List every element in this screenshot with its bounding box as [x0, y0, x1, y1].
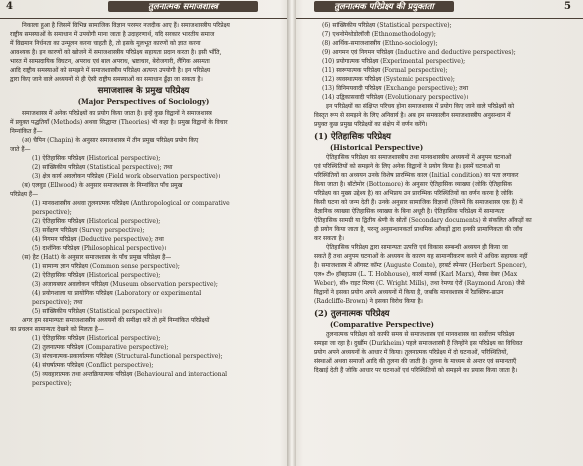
right-list-item: (13) विनिमयवादी परिप्रेक्ष्य (Exchange perspective); तथा: [322, 85, 468, 92]
comparative-section-subtitle: (Comparative Perspective): [330, 320, 434, 329]
historical-line: ही प्रयोग किया जाता है, परन्तु अनुसन्धानकर्ता प्राथमिक आँकड़ों द्वारा इनकी प्रामाणिकता की जाँच: [314, 226, 523, 233]
comparative-line: तुलनात्मक परिप्रेक्ष्य को काफी समय से समाजशास्त्र एवं मानवशास्त्र का सर्वोत्तम परिप्रेक्ष्य: [326, 331, 515, 338]
left-section-intro: [10, 109, 277, 154]
comparative-section-title: (2) तुलनात्मक परिप्रेक्ष्य: [314, 309, 390, 319]
left-list-item: (4) प्रयोगशाला या प्रायोगिक परिप्रेक्ष्य (Laboratory or experimental: [32, 290, 202, 297]
historical-section-body: [314, 153, 573, 306]
historical-line: परिस्थितियों का अध्ययन उनके विशेष प्रारम्भिक काल (Initial condition) का पता लगाकर: [314, 172, 519, 179]
right-list-item: (8) आर्थिक-समाजशास्त्रीय (Ethno-sociology);: [322, 40, 438, 47]
left-section-line: (अ) चैपिन (Chapin) के अनुसार समाजशास्त्र में तीन प्रमुख परिप्रेक्ष्य प्रयोग किए: [22, 137, 199, 144]
left-list-a: [10, 154, 277, 181]
right-intro-block: [314, 102, 573, 129]
left-final-item: (4) संघर्षात्मक परिप्रेक्ष्य (Conflict perspective);: [32, 362, 154, 369]
historical-section-subtitle: (Historical Perspective): [330, 143, 424, 152]
left-intro-line: आदि राष्ट्रीय समस्याओं को समझने में समाजशास्त्रीय परिप्रेक्ष्य अत्यन्त उपयोगी है। इन परिप्रेक्ष्य: [10, 67, 211, 74]
left-list-item: (3) सर्वेक्षण परिप्रेक्ष्य (Survey perspective);: [32, 227, 145, 234]
left-section-subheading: (Major Perspectives of Sociology): [77, 97, 210, 106]
book-gutter: [287, 0, 296, 466]
historical-line: कर सकता है।: [314, 235, 344, 242]
left-final-item: (2) तुलनात्मक परिप्रेक्ष्य (Comparative perspective);: [32, 344, 169, 351]
left-page-content: [10, 21, 277, 466]
right-page: [296, 0, 583, 466]
right-list-item: (7) एथनोमेथोडोलॉजी (Ethnomethodology);: [322, 31, 436, 38]
left-final-item: perspective);: [32, 380, 72, 387]
left-list-item: perspective); तथा: [32, 299, 83, 306]
right-list-item: (6) सांख्यिकीय परिप्रेक्ष्य (Statistical perspective);: [322, 22, 452, 29]
left-list-c-intro-line: (स) हैट (Hatt) के अनुसार समाजशास्त्र के पाँच प्रमुख परिप्रेक्ष्य हैं—: [22, 254, 172, 261]
comparative-line: संस्थाओं अथवा समाजों आदि की तुलना की जाती है। तुलना के माध्यम से अन्तर एवं समानताएँ: [314, 358, 517, 365]
left-intro-line: आवश्यक है। इन कारणों को खोजने में समाजशास्त्रीय परिप्रेक्ष्य सहायता प्रदान करता है। इसी भाँति,: [10, 49, 222, 56]
historical-line: सकते हैं तथा अनुपम घटनाओं के अध्ययन के कारण यह सामान्यीकरण करने में अधिक सहायक नहीं: [314, 253, 528, 260]
left-list-c-intro: [10, 253, 277, 262]
left-intro-block: [10, 21, 277, 84]
right-list-item: (9) आगमन एवं निगमन परिप्रेक्ष्य (Inductive and deductive perspectives);: [322, 49, 516, 56]
historical-line: एल० टी० हॉबहाउस (L. T. Hobhouse), कार्ल मार्क्स (Karl Marx), मैक्स वेबर (Max: [314, 271, 518, 278]
left-page-number: 4: [6, 1, 13, 12]
left-final-item: (3) संरचनात्मक-प्रकार्यात्मक परिप्रेक्ष्य (Structural-functional perspective);: [32, 353, 223, 360]
left-section-heading: समाजशास्त्र के प्रमुख परिप्रेक्ष्य: [97, 86, 190, 96]
left-final-item: (1) ऐतिहासिक परिप्रेक्ष्य (Historical perspective);: [32, 335, 161, 342]
left-list-item: (2) ऐतिहासिक परिप्रेक्ष्य (Historical perspective);: [32, 272, 161, 279]
left-list-c: [10, 262, 277, 316]
left-page: [0, 0, 287, 466]
left-intro-line: द्वारा किए जाने वाले अध्ययनों से ही ऐसी राष्ट्रीय समस्याओं का समाधान ढूँढ़ा जा सकता है।: [10, 76, 203, 83]
comparative-line: दिखाई देती हैं जोकि आधार पर घटनाओं एवं परिस्थितियों को समझने का प्रयास किया जाता है।: [314, 367, 518, 374]
right-top-list: [314, 21, 573, 102]
left-final-block: [10, 316, 277, 388]
left-intro-line: भारत में साम्प्रदायिक विघटन, अपराध एवं बाल अपराध, भ्रष्टाचार, बेरोजगारी, लैंगिक असमता: [10, 58, 210, 65]
historical-line: वैज्ञानिक व्याख्या ऐतिहासिक व्याख्या के बिना अधूरी है। ऐतिहासिक परिप्रेक्ष्य में सामान्यतः: [314, 208, 505, 215]
historical-line: Weber), सी० राइट मिल्स (C. Wright Mills), तथा रेमण्ड ऐरों (Raymond Aron) जैसे: [314, 280, 525, 287]
right-running-head: तुलनात्मक परिप्रेक्ष्य की प्रयुक्तता: [314, 1, 454, 12]
left-intro-line: राष्ट्रीय समस्याओं के समाधान में उपयोगी माना जाता है उदाहरणार्थ, यदि सरकार भारतीय समाज: [10, 31, 215, 38]
right-list-item: (11) स्वरूपात्मक परिप्रेक्ष्य (Formal perspective);: [322, 67, 448, 74]
historical-line: एवं परिस्थितियों को समझने के लिए अनेक विद्वानों ने प्रयोग किया है। इसमें घटनाओं या: [314, 163, 500, 170]
historical-line: किसी घटना को जन्म देती हैं। उनके अनुसार सामाजिक विज्ञानों (जिनमें कि समाजशास्त्र एक है) में: [314, 199, 523, 206]
left-list-b: [10, 199, 277, 253]
left-list-item: (1) सामान्य ज्ञान परिप्रेक्ष्य (Common sense perspective);: [32, 263, 180, 270]
left-list-item: (3) क्षेत्र कार्य अवलोकन परिप्रेक्ष्य (Field work observation perspective)।: [32, 173, 221, 180]
historical-line: (Radcliffe-Brown) ने इसका विरोध किया है।: [314, 298, 423, 305]
right-page-content: [314, 21, 573, 466]
left-list-b-intro-line: (ब) एलवुड (Ellwood) के अनुसार समाजशास्त्र के निम्नांकित पाँच प्रमुख: [22, 182, 183, 189]
left-intro-line: निकाला हुआ है जिसमें विभिन्न सामाजिक विज्ञान परस्पर नजदीक आए हैं। समाजशास्त्रीय परिप्रेक्ष्य: [22, 22, 230, 29]
right-list-item: (14) उद्विकासवादी परिप्रेक्ष्य (Evolutionary perspective)।: [322, 94, 469, 101]
left-list-item: (3) अजायबघर अवलोकन परिप्रेक्ष्य (Museum observation perspective);: [32, 281, 218, 288]
comparative-line: प्रयोग अपने अध्ययनों के आधार में किया। तुलनात्मक परिप्रेक्ष्य में दो घटनाओं, परिस्थितियों,: [314, 349, 509, 356]
historical-line: ऐतिहासिक सामग्री या द्वितीय श्रेणी के स्रोतों (Secondary documents) से संकलित आँकड़ों का: [314, 217, 532, 224]
right-intro-line: इन परिप्रेक्ष्यों का संक्षिप्त परिचय होना समाजशास्त्र में प्रयोग किए जाने वाले परिप्रेक्ष्यों को: [326, 103, 515, 110]
left-list-item: (4) निगमन परिप्रेक्ष्य (Deductive perspective); तथा: [32, 236, 164, 243]
left-page-header: [0, 0, 287, 19]
left-running-head: तुलनात्मक समाजशास्त्र: [108, 1, 258, 12]
historical-line: परिप्रेक्ष्य का मुख्य उद्देश्य है) का अभिप्राय उन प्रारम्भिक परिस्थितियों का वर्णन करना है जोकि: [314, 190, 513, 197]
left-section-line: समाजशास्त्र में अनेक परिप्रेक्ष्यों का प्रयोग किया जाता है। इन्हें कुछ विद्वानों ने समाजशास्त्र: [22, 110, 212, 117]
right-list-item: (12) व्यवस्थात्मक परिप्रेक्ष्य (Systemic perspective);: [322, 76, 455, 83]
left-list-item: (2) ऐतिहासिक परिप्रेक्ष्य (Historical perspective);: [32, 218, 161, 225]
left-list-b-intro-line: परिप्रेक्ष्य हैं—: [10, 191, 39, 198]
left-list-item: (5) दार्शनिक परिप्रेक्ष्य (Philosophical perspective)।: [32, 245, 167, 252]
left-section-line: जाते हैं—: [10, 146, 31, 153]
right-intro-line: प्रयुक्त कुछ प्रमुख परिप्रेक्ष्यों का संक्षेप में वर्णन करेंगे।: [314, 121, 428, 128]
left-final-line: का प्रचलन सामान्यतः देखने को मिलता है—: [10, 326, 104, 333]
right-page-number: 5: [564, 1, 571, 12]
left-section-line: निम्नांकित हैं—: [10, 128, 43, 135]
left-list-item: (1) ऐतिहासिक परिप्रेक्ष्य (Historical perspective);: [32, 155, 161, 162]
comparative-section-body: [314, 330, 573, 375]
left-list-b-intro: [10, 181, 277, 199]
left-intro-line: में विद्यमान निर्धनता का उन्मूलन करना चाहती है, तो इसके मूलभूत कारणों को ज्ञात करना: [10, 40, 201, 47]
left-section-line: में प्रयुक्त पद्धतियाँ (Methods) अथवा सिद्धान्त (Theories) भी कहा है। प्रमुख विद्वानों के विचार: [10, 119, 228, 126]
left-list-item: perspective);: [32, 209, 72, 216]
historical-line: विद्वानों ने इसका प्रयोग अपने अध्ययनों में किया है, जबकि मानवशास्त्र में रैडक्लिफ-ब्राउन: [314, 289, 504, 296]
historical-line: ऐतिहासिक परिप्रेक्ष्य का समाजशास्त्रीय तथा मानवशास्त्रीय अध्ययनों में अनुपम घटनाओं: [326, 154, 512, 161]
left-list-item: (2) सांख्यिकीय परिप्रेक्ष्य (Statistical perspective); तथा: [32, 164, 173, 171]
right-list-item: (10) प्रयोगात्मक परिप्रेक्ष्य (Experimental perspective);: [322, 58, 466, 65]
left-list-item: (5) सांख्यिकीय परिप्रेक्ष्य (Statistical perspective)।: [32, 308, 162, 315]
left-list-item: (1) मानवशास्त्रीय अथवा तुलनात्मक परिप्रेक्ष्य (Anthropological or comparative: [32, 200, 230, 207]
historical-line: है। समाजशास्त्र में ऑगस्ट कॉम्ट (Auguste Comte), हरबर्ट स्पेन्सर (Herbert Spencer),: [314, 262, 527, 269]
right-intro-line: विस्तृत रूप से समझने के लिए अनिवार्य है। अब हम समकालीन समाजशास्त्रीय अनुसन्धान में: [314, 112, 511, 119]
historical-line: किया जाता है। बॉटोमोर (Bottomore) के अनुसार ऐतिहासिक व्याख्या (जोकि ऐतिहासिक: [314, 181, 512, 188]
comparative-line: समझा जा रहा है। दुर्खीम (Durkheim) पहले समाजशास्त्री हैं जिन्होंने इस परिप्रेक्ष्य का विधिवत: [314, 340, 523, 347]
right-page-header: [296, 0, 583, 19]
historical-section-title: (1) ऐतिहासिक परिप्रेक्ष्य: [314, 132, 391, 142]
left-final-item: (5) व्यवहारात्मक तथा अन्तक्रियात्मक परिप्रेक्ष्य (Behavioural and interactional: [32, 371, 228, 378]
historical-line: ऐतिहासिक परिप्रेक्ष्य द्वारा सामान्यतः उत्पत्ति एवं विकास सम्बन्धी अध्ययन ही किया जा: [326, 244, 508, 251]
left-final-line: अगर हम सामान्यतः समाजशास्त्रीय अध्ययनों की समीक्षा करें तो हमें निम्नांकित परिप्रेक्ष्यों: [22, 317, 210, 324]
